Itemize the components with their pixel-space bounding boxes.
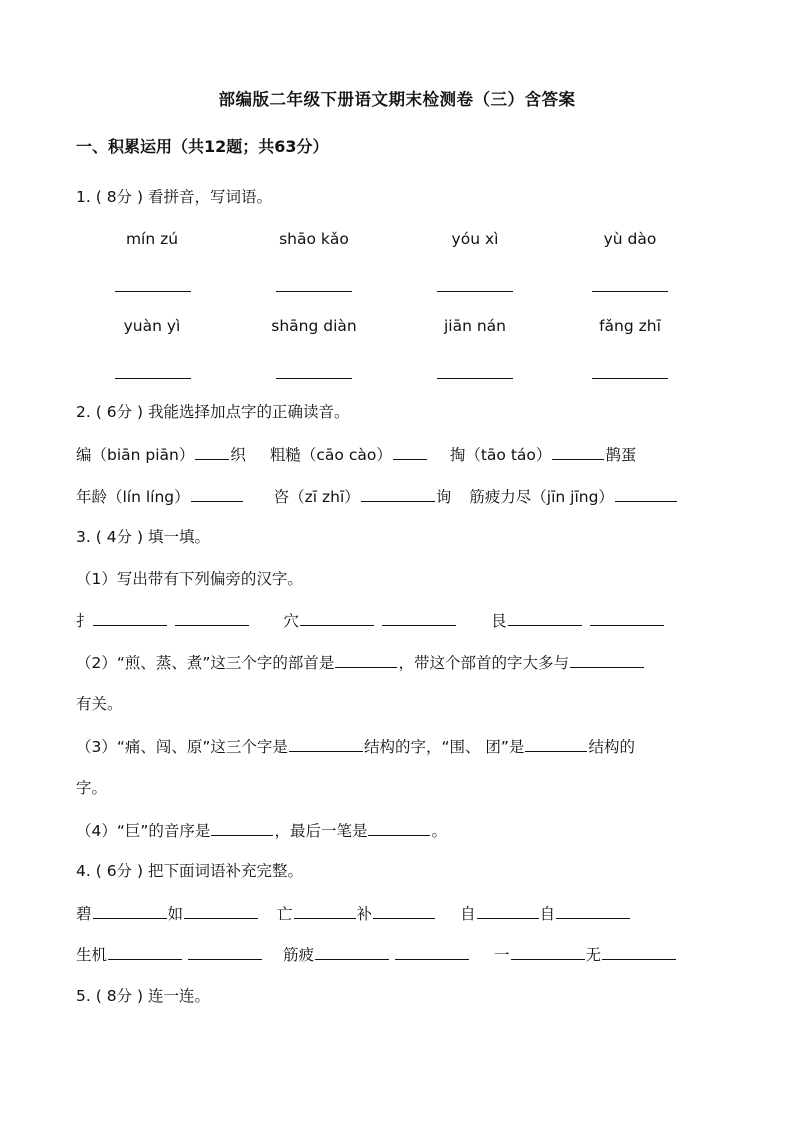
q2-item-text: 掏（tāo táo）	[449, 446, 552, 464]
q2-item-text: 年龄（lín líng）	[76, 488, 190, 506]
answer-blank[interactable]	[188, 943, 262, 960]
q3-text: 结构的	[588, 738, 635, 756]
answer-blank[interactable]	[300, 609, 374, 626]
q2-item-text: 鹊蛋	[605, 446, 637, 464]
answer-blank[interactable]	[175, 609, 249, 626]
q3-part-3	[76, 735, 635, 758]
answer-blank[interactable]	[437, 291, 513, 292]
q4-text: 补	[356, 905, 373, 923]
answer-blank[interactable]	[294, 902, 356, 919]
q4-text: 自	[460, 905, 476, 923]
section-heading: 一、积累运用（共12题；共63分）	[76, 137, 329, 156]
q3-text: （4）“巨”的音序是	[76, 822, 211, 840]
q2-line-2	[76, 485, 678, 508]
q2-item-text: 织	[230, 446, 246, 464]
answer-blank[interactable]	[184, 902, 258, 919]
answer-blank[interactable]	[508, 609, 582, 626]
answer-blank[interactable]	[276, 291, 352, 292]
answer-blank[interactable]	[382, 609, 456, 626]
pinyin-3: yóu xì	[451, 230, 499, 248]
answer-blank[interactable]	[511, 943, 585, 960]
q3-part-3-cont: 字。	[76, 779, 108, 797]
answer-blank[interactable]	[525, 735, 587, 752]
q4-text: 一	[494, 946, 510, 964]
q1-label: 1. ( 8分 ) 看拼音，写词语。	[76, 188, 272, 206]
answer-blank[interactable]	[335, 651, 397, 668]
answer-blank[interactable]	[276, 378, 352, 379]
answer-blank[interactable]	[602, 943, 676, 960]
q3-part-4	[76, 819, 447, 842]
q4-text: 自	[539, 905, 556, 923]
q4-text: 筋疲	[283, 946, 315, 964]
answer-blank[interactable]	[93, 902, 167, 919]
q4-line-1	[76, 902, 631, 925]
q2-item-text: 咨（zī zhī）	[273, 488, 360, 506]
answer-blank[interactable]	[592, 291, 668, 292]
q3-text: （2）“煎、蒸、煮”这三个字的部首是	[76, 654, 335, 672]
pinyin-5: yuàn yì	[123, 317, 181, 335]
q3-label: 3. ( 4分 ) 填一填。	[76, 528, 210, 546]
q2-item-text: 编（biān piān）	[76, 446, 195, 464]
q4-text: 如	[167, 905, 184, 923]
answer-blank[interactable]	[211, 819, 273, 836]
pinyin-4: yù dào	[603, 230, 657, 248]
q3-part-2	[76, 651, 645, 674]
answer-blank[interactable]	[195, 443, 229, 460]
q4-text: 无	[585, 946, 602, 964]
radical: 穴	[283, 612, 300, 630]
q2-line-1	[76, 443, 636, 466]
answer-blank[interactable]	[395, 943, 469, 960]
pinyin-2: shāo kǎo	[279, 230, 349, 248]
q3-text: ，带这个部首的字大多与	[398, 654, 569, 672]
q3-text: （3）“痛、闯、原”这三个字是	[76, 738, 288, 756]
q4-label: 4. ( 6分 ) 把下面词语补充完整。	[76, 862, 303, 880]
answer-blank[interactable]	[115, 378, 191, 379]
radical: 艮	[491, 612, 507, 630]
q3-part-2-cont: 有关。	[76, 695, 123, 713]
answer-blank[interactable]	[115, 291, 191, 292]
answer-blank[interactable]	[615, 485, 677, 502]
q3-part-1: （1）写出带有下列偏旁的汉字。	[76, 570, 303, 588]
radical: 扌	[76, 612, 92, 630]
pinyin-8: fǎng zhī	[599, 317, 661, 335]
answer-blank[interactable]	[570, 651, 644, 668]
q4-line-2	[76, 943, 677, 966]
q3-text: 。	[431, 822, 447, 840]
q4-text: 亡	[277, 905, 293, 923]
answer-blank[interactable]	[373, 902, 435, 919]
page-title: 部编版二年级下册语文期末检测卷（三）含答案	[218, 90, 576, 109]
q4-text: 生机	[76, 946, 108, 964]
q5-label: 5. ( 8分 ) 连一连。	[76, 987, 210, 1005]
q3-radicals-line	[76, 609, 665, 632]
answer-blank[interactable]	[93, 609, 167, 626]
answer-blank[interactable]	[289, 735, 363, 752]
answer-blank[interactable]	[368, 819, 430, 836]
answer-blank[interactable]	[191, 485, 243, 502]
q2-item-text: 粗糙（cāo cào）	[269, 446, 392, 464]
q3-text: 结构的字，“围、 团”是	[363, 738, 525, 756]
q2-item-text: 询	[435, 488, 452, 506]
answer-blank[interactable]	[590, 609, 664, 626]
answer-blank[interactable]	[556, 902, 630, 919]
q2-item-text: 筋疲力尽（jīn jīng）	[469, 488, 614, 506]
q2-label: 2. ( 6分 ) 我能选择加点字的正确读音。	[76, 403, 350, 421]
answer-blank[interactable]	[361, 485, 435, 502]
pinyin-7: jiān nán	[443, 317, 506, 335]
q4-text: 碧	[76, 905, 92, 923]
answer-blank[interactable]	[393, 443, 427, 460]
answer-blank[interactable]	[315, 943, 389, 960]
answer-blank[interactable]	[108, 943, 182, 960]
pinyin-1: mín zú	[125, 230, 179, 248]
pinyin-6: shāng diàn	[271, 317, 357, 335]
answer-blank[interactable]	[592, 378, 668, 379]
answer-blank[interactable]	[477, 902, 539, 919]
answer-blank[interactable]	[552, 443, 604, 460]
q3-text: ，最后一笔是	[274, 822, 368, 840]
answer-blank[interactable]	[437, 378, 513, 379]
